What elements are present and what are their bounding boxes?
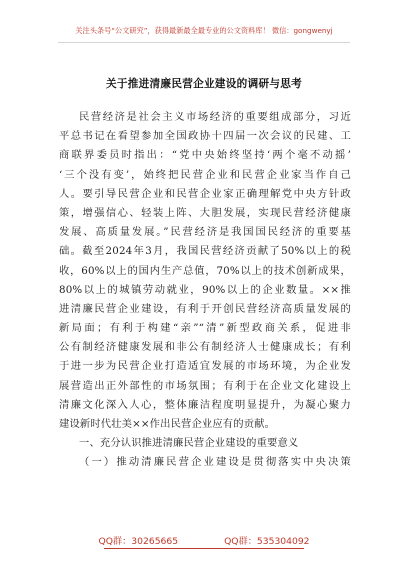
- header-banner: 关注头条号“公文研究”，获得最新最全最专业的公文资料库！ 微信：gongwenyj: [75, 26, 333, 35]
- header-divider: [58, 42, 350, 43]
- paragraph-line: 础。截至2024年3月，我国民营经济贡献了50%以上的税: [59, 245, 351, 258]
- paragraph-line: 建设新时代壮美××作出民营企业应有的贡献。: [59, 418, 276, 430]
- subsection-heading: （一）推动清廉民营企业建设是贯彻落实中央决策: [79, 456, 351, 469]
- section-heading: 一、充分认识推进清廉民营企业建设的重要意义: [79, 437, 299, 450]
- paragraph-line: 展营造出正外部性的市场氛围；有利于在企业文化建设上: [59, 379, 351, 392]
- paragraph-line: 公有制经济健康发展和非公有制经济人士健康成长；有利: [59, 341, 351, 354]
- document-body: [59, 108, 351, 473]
- paragraph-line: 收，60%以上的国内生产总值，70%以上的技术创新成果，: [59, 264, 351, 277]
- paragraph-line: 新局面；有利于构建“亲”“清”新型政商关系，促进非: [59, 322, 351, 335]
- paragraph-line: 80%以上的城镇劳动就业，90%以上的企业数量。××推: [59, 283, 351, 296]
- document-title: 关于推进清廉民营企业建设的调研与思考: [105, 78, 303, 90]
- footer-underline: [104, 548, 304, 549]
- paragraph-line: 策，增强信心、轻装上阵、大胆发展，实现民营经济健康: [59, 206, 351, 219]
- paragraph-line: 民营经济是社会主义市场经济的重要组成部分，习近: [79, 111, 351, 123]
- qq-group-2: QQ群：535304092: [224, 536, 310, 547]
- footer: [0, 533, 408, 547]
- paragraph-line: 商联界委员时指出：“党中央始终坚持‘两个毫不动摇’: [59, 149, 351, 162]
- paragraph-line: 发展、高质量发展。”民营经济是我国国民经济的重要基: [59, 226, 351, 239]
- paragraph-line: 人。要引导民营企业和民营企业家正确理解党中央方针政: [59, 187, 351, 200]
- paragraph-line: 进清廉民营企业建设，有利于开创民营经济高质量发展的: [59, 302, 351, 315]
- qq-group-1: QQ群：30265665: [98, 536, 179, 547]
- paragraph-line: 平总书记在看望参加全国政协十四届一次会议的民建、工: [59, 130, 351, 143]
- paragraph-line: 于进一步为民营企业打造适宜发展的市场环境，为企业发: [59, 360, 351, 373]
- paragraph-line: ‘三个没有变’，始终把民营企业和民营企业家当作自己: [59, 168, 351, 181]
- paragraph-line: 清廉文化深入人心，整体廉洁程度明显提升，为凝心聚力: [59, 398, 351, 411]
